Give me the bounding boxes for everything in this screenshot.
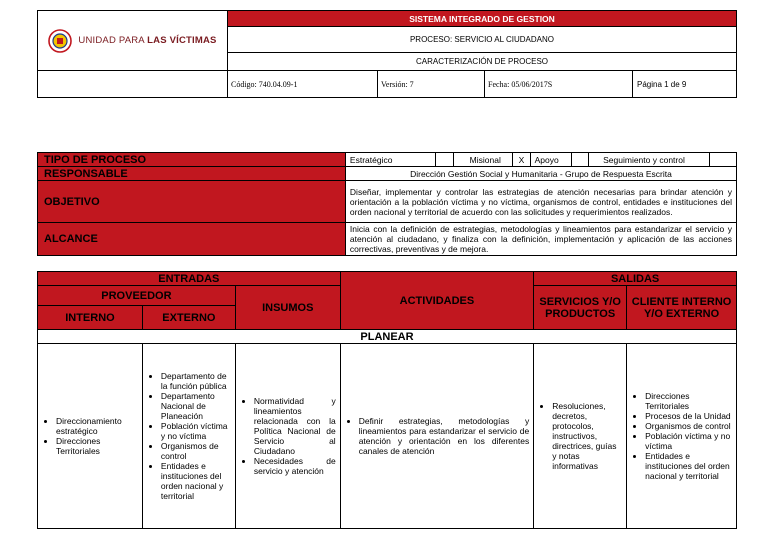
objetivo-label: OBJETIVO	[38, 181, 346, 223]
list-item: • Población víctima y no víctima	[645, 431, 732, 451]
list-item: • Entidades e instituciones del orden nacional y territorial	[161, 461, 231, 501]
tipo-option-seguimiento: Seguimiento y control	[589, 153, 710, 167]
list-item: • Direcciones Territoriales	[645, 391, 732, 411]
list-item: • Organismos de control	[161, 441, 231, 461]
system-title: SISTEMA INTEGRADO DE GESTION	[228, 11, 737, 27]
cliente-cell	[627, 344, 737, 529]
alcance-value: Inicia con la definición de estrategias, metodologías y lineamientos para estandarizar el servicio y atención al ciudadano, y finaliza con la definición, implementación y aplicación de las acciones correctivas, preventivas y de mejora.	[345, 223, 736, 256]
tipo-option-apoyo: Apoyo	[530, 153, 571, 167]
characterization-title: CARACTERIZACIÓN DE PROCESO	[228, 53, 737, 71]
document-header	[37, 10, 737, 98]
document-version: Versión: 7	[378, 71, 485, 98]
planear-row: PLANEAR	[38, 330, 737, 344]
document-date: Fecha: 05/06/2017S	[485, 71, 633, 98]
page-number: Página 1 de 9	[633, 71, 737, 98]
objetivo-value: Diseñar, implementar y controlar las estrategias de atención necesarias para brindar atención y orientación a la población víctima y no víctima, organismos de control, entidades e instituciones del orden nacional y territorial de acuerdo con las solicitudes y requerimientos realizados.	[345, 181, 736, 223]
list-item: • Departamento Nacional de Planeación	[161, 391, 231, 421]
salidas-header: SALIDAS	[534, 272, 737, 286]
servicios-header: SERVICIOS Y/O PRODUCTOS	[534, 286, 627, 330]
tipo-mark-misional: X	[513, 153, 530, 167]
insumos-cell	[235, 344, 340, 529]
tipo-mark-seguimiento	[710, 153, 737, 167]
servicios-list	[538, 401, 622, 471]
responsable-value: Dirección Gestión Social y Humanitaria - Grupo de Respuesta Escrita	[345, 167, 736, 181]
process-info	[37, 152, 737, 256]
list-item: • Organismos de control	[645, 421, 732, 431]
externo-list	[147, 371, 231, 501]
tipo-option-misional: Misional	[453, 153, 513, 167]
list-item: • Departamento de la función pública	[161, 371, 231, 391]
servicios-cell	[534, 344, 627, 529]
list-item: • Necesidades de servicio y atención	[254, 456, 336, 476]
alcance-label: ALCANCE	[38, 223, 346, 256]
list-item: • Entidades e instituciones del orden nacional y territorial	[645, 451, 732, 481]
document-code: Código: 740.04.09-1	[228, 71, 378, 98]
list-item: • Definir estrategias, metodologías y lineamientos para estandarizar el servicio de atención y orientación en los diferentes canales de atención	[359, 416, 530, 456]
list-item: • Normatividad y lineamientos relacionada con la Política Nacional de Servicio al Ciudadano	[254, 396, 336, 456]
proveedor-header: PROVEEDOR	[38, 286, 236, 306]
logo	[38, 29, 227, 53]
tipo-mark-estrategico	[436, 153, 453, 167]
logo-text-1: UNIDAD PARA	[78, 35, 145, 46]
insumos-list	[240, 396, 336, 476]
tipo-option-estrategico: Estratégico	[345, 153, 435, 167]
insumos-header: INSUMOS	[235, 286, 340, 330]
interno-list	[42, 416, 138, 456]
list-item: • Resoluciones, decretos, protocolos, instructivos, directrices, guías y notas informativas	[552, 401, 622, 471]
colombia-coat-of-arms-icon	[48, 29, 72, 53]
externo-header: EXTERNO	[142, 306, 235, 330]
cliente-list	[631, 391, 732, 481]
list-item: • Población víctima y no víctima	[161, 421, 231, 441]
list-item: • Direcciones Territoriales	[56, 436, 138, 456]
logo-cell	[38, 11, 228, 71]
externo-cell	[142, 344, 235, 529]
actividades-list	[345, 416, 530, 456]
actividades-cell	[340, 344, 534, 529]
actividades-header: ACTIVIDADES	[340, 272, 534, 330]
tipo-mark-apoyo	[571, 153, 588, 167]
interno-cell	[38, 344, 143, 529]
process-name: PROCESO: SERVICIO AL CIUDADANO	[228, 27, 737, 53]
entradas-header: ENTRADAS	[38, 272, 341, 286]
list-item: • Direccionamiento estratégico	[56, 416, 138, 436]
list-item: • Procesos de la Unidad	[645, 411, 732, 421]
cliente-header: CLIENTE INTERNO Y/O EXTERNO	[627, 286, 737, 330]
interno-header: INTERNO	[38, 306, 143, 330]
logo-text-2: LAS VÍCTIMAS	[147, 35, 217, 46]
responsable-label: RESPONSABLE	[38, 167, 346, 181]
tipo-proceso-label: TIPO DE PROCESO	[38, 153, 346, 167]
characterization-table	[37, 271, 737, 529]
